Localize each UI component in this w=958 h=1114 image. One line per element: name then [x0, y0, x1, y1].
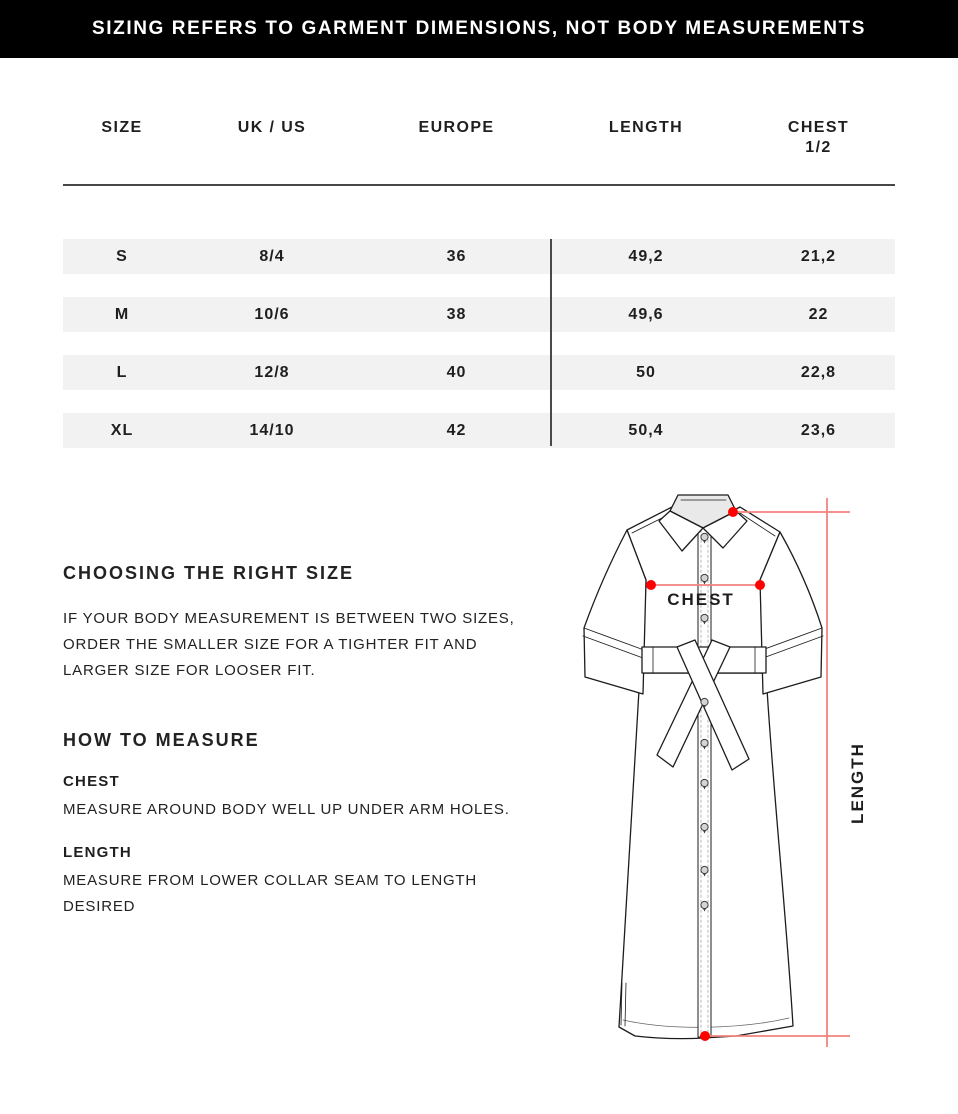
header-sublabel: 1/2: [805, 139, 832, 156]
cell-europe: 42: [446, 421, 467, 439]
header-cell-uk-us: [181, 110, 363, 158]
measure-chest-label: CHEST: [63, 773, 120, 790]
cell-uk-us: 8/4: [259, 247, 285, 265]
cell-chest-half: 22,8: [800, 363, 837, 381]
table-body: [63, 239, 895, 448]
cell-chest-half: 23,6: [800, 421, 837, 439]
cell-size: M: [114, 305, 130, 323]
cell-size: L: [116, 363, 128, 381]
cell-chest-half: 22: [808, 305, 829, 323]
header-label: EUROPE: [418, 119, 495, 136]
measure-point-dot: [755, 580, 765, 590]
table-column-divider: [550, 239, 552, 446]
cell-uk-us: 14/10: [249, 421, 295, 439]
header-label: CHEST: [787, 119, 850, 136]
cell-chest-half: 21,2: [800, 247, 837, 265]
button: [701, 823, 708, 830]
measure-point-dot: [646, 580, 656, 590]
right-sleeve: [760, 532, 822, 694]
button: [701, 533, 708, 540]
measure-length-label: LENGTH: [63, 844, 132, 861]
header-cell-size: [63, 110, 181, 158]
button: [701, 698, 708, 705]
cell-length: 49,6: [628, 305, 664, 323]
button: [701, 574, 708, 581]
diagram-chest-label: CHEST: [667, 590, 735, 609]
button: [701, 866, 708, 873]
measure-chest-text: MEASURE AROUND BODY WELL UP UNDER ARM HOLES.: [63, 801, 510, 818]
left-sleeve: [584, 530, 646, 694]
measure-point-dot: [700, 1031, 710, 1041]
header-label: LENGTH: [608, 119, 684, 136]
choosing-size-text: IF YOUR BODY MEASUREMENT IS BETWEEN TWO SIZES, ORDER THE SMALLER SIZE FOR A TIGHTER FIT AND LARGER SIZE FOR LOOSER FIT.: [63, 610, 515, 679]
cell-europe: 38: [446, 305, 467, 323]
banner: [0, 0, 958, 58]
dress-sketch: [583, 495, 823, 1039]
info-column: [63, 563, 568, 920]
header-label: SIZE: [101, 119, 143, 136]
choosing-size-heading: CHOOSING THE RIGHT SIZE: [63, 563, 355, 583]
table-row-l: [63, 355, 895, 390]
cell-length: 50,4: [628, 421, 664, 439]
dress-measurement-diagram: [560, 480, 958, 1080]
cell-europe: 36: [446, 247, 467, 265]
table-header-row: [63, 110, 895, 158]
cell-europe: 40: [446, 363, 467, 381]
size-table: [63, 110, 895, 439]
table-row-xl: [63, 413, 895, 448]
measure-length-text: MEASURE FROM LOWER COLLAR SEAM TO LENGTH DESIRED: [63, 872, 478, 915]
header-cell-europe: [363, 110, 550, 158]
header-cell-length: [550, 110, 742, 158]
button: [701, 739, 708, 746]
cell-uk-us: 10/6: [254, 305, 290, 323]
cell-uk-us: 12/8: [254, 363, 290, 381]
button: [701, 901, 708, 908]
button: [701, 614, 708, 621]
banner-title: SIZING REFERS TO GARMENT DIMENSIONS, NOT BODY MEASUREMENTS: [91, 18, 867, 39]
cell-size: XL: [110, 421, 134, 439]
cell-size: S: [116, 247, 128, 265]
button: [701, 779, 708, 786]
diagram-length-label: LENGTH: [848, 742, 867, 824]
table-row-m: [63, 297, 895, 332]
measure-point-dot: [728, 507, 738, 517]
header-cell-chest-half: [742, 110, 895, 158]
cell-length: 49,2: [628, 247, 664, 265]
measure-item-chest: [63, 772, 568, 823]
header-label: UK / US: [237, 119, 307, 136]
measure-item-length: [63, 843, 568, 920]
table-row-s: [63, 239, 895, 274]
table-header-rule: [63, 184, 895, 186]
how-to-measure-heading: HOW TO MEASURE: [63, 730, 260, 750]
cell-length: 50: [636, 363, 656, 381]
